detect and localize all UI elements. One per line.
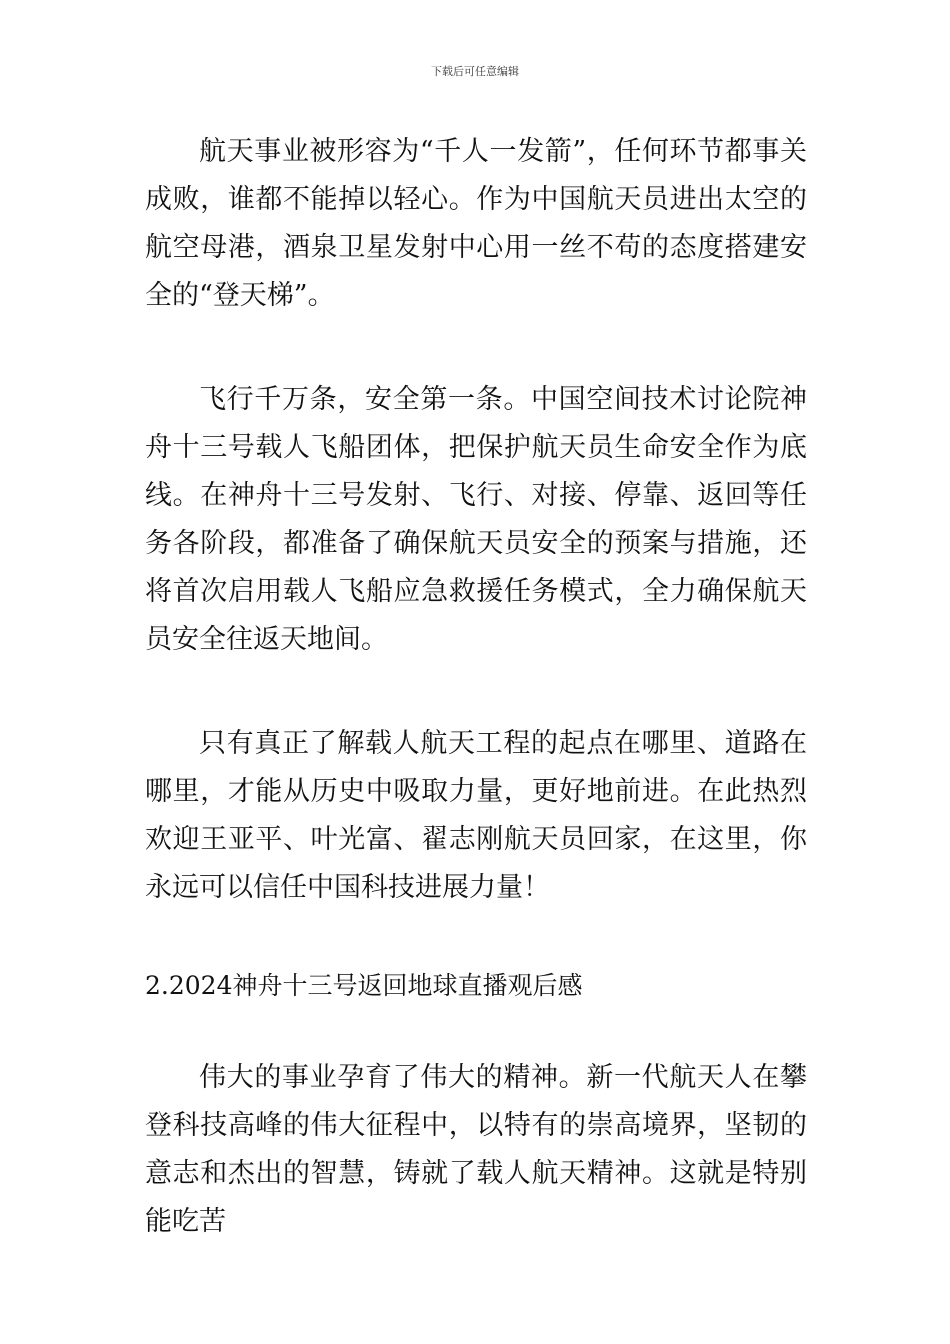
document-body xyxy=(145,128,807,1246)
paragraph-launch-center: 航天事业被形容为“千人一发箭”，任何环节都事关成败，谁都不能掉以轻心。作为中国航天员进出太空的航空母港，酒泉卫星发射中心用一丝不苟的态度搭建安全的“登天梯”。 xyxy=(145,136,807,311)
paragraph-welcome-home: 只有真正了解载人航天工程的起点在哪里、道路在哪里，才能从历史中吸取力量，更好地前进。在此热烈欢迎王亚平、叶光富、翟志刚航天员回家，在这里，你永远可以信任中国科技进展力量！ xyxy=(145,728,807,903)
paragraph-space-spirit: 伟大的事业孕育了伟大的精神。新一代航天人在攀登科技高峰的伟大征程中，以特有的崇高境界，坚韧的意志和杰出的智慧，铸就了载人航天精神。这就是特别能吃苦 xyxy=(145,1062,807,1237)
section-heading: 2.2024神舟十三号返回地球直播观后感 xyxy=(145,971,583,1000)
page-header-note: 下载后可任意编辑 xyxy=(431,65,519,78)
paragraph-safety-first: 飞行千万条，安全第一条。中国空间技术讨论院神舟十三号载人飞船团体，把保护航天员生命安全作为底线。在神舟十三号发射、飞行、对接、停靠、返回等任务各阶段，都准备了确保航天员安全的预案与措施，还将首次启用载人飞船应急救援任务模式，全力确保航天员安全往返天地间。 xyxy=(145,384,807,655)
